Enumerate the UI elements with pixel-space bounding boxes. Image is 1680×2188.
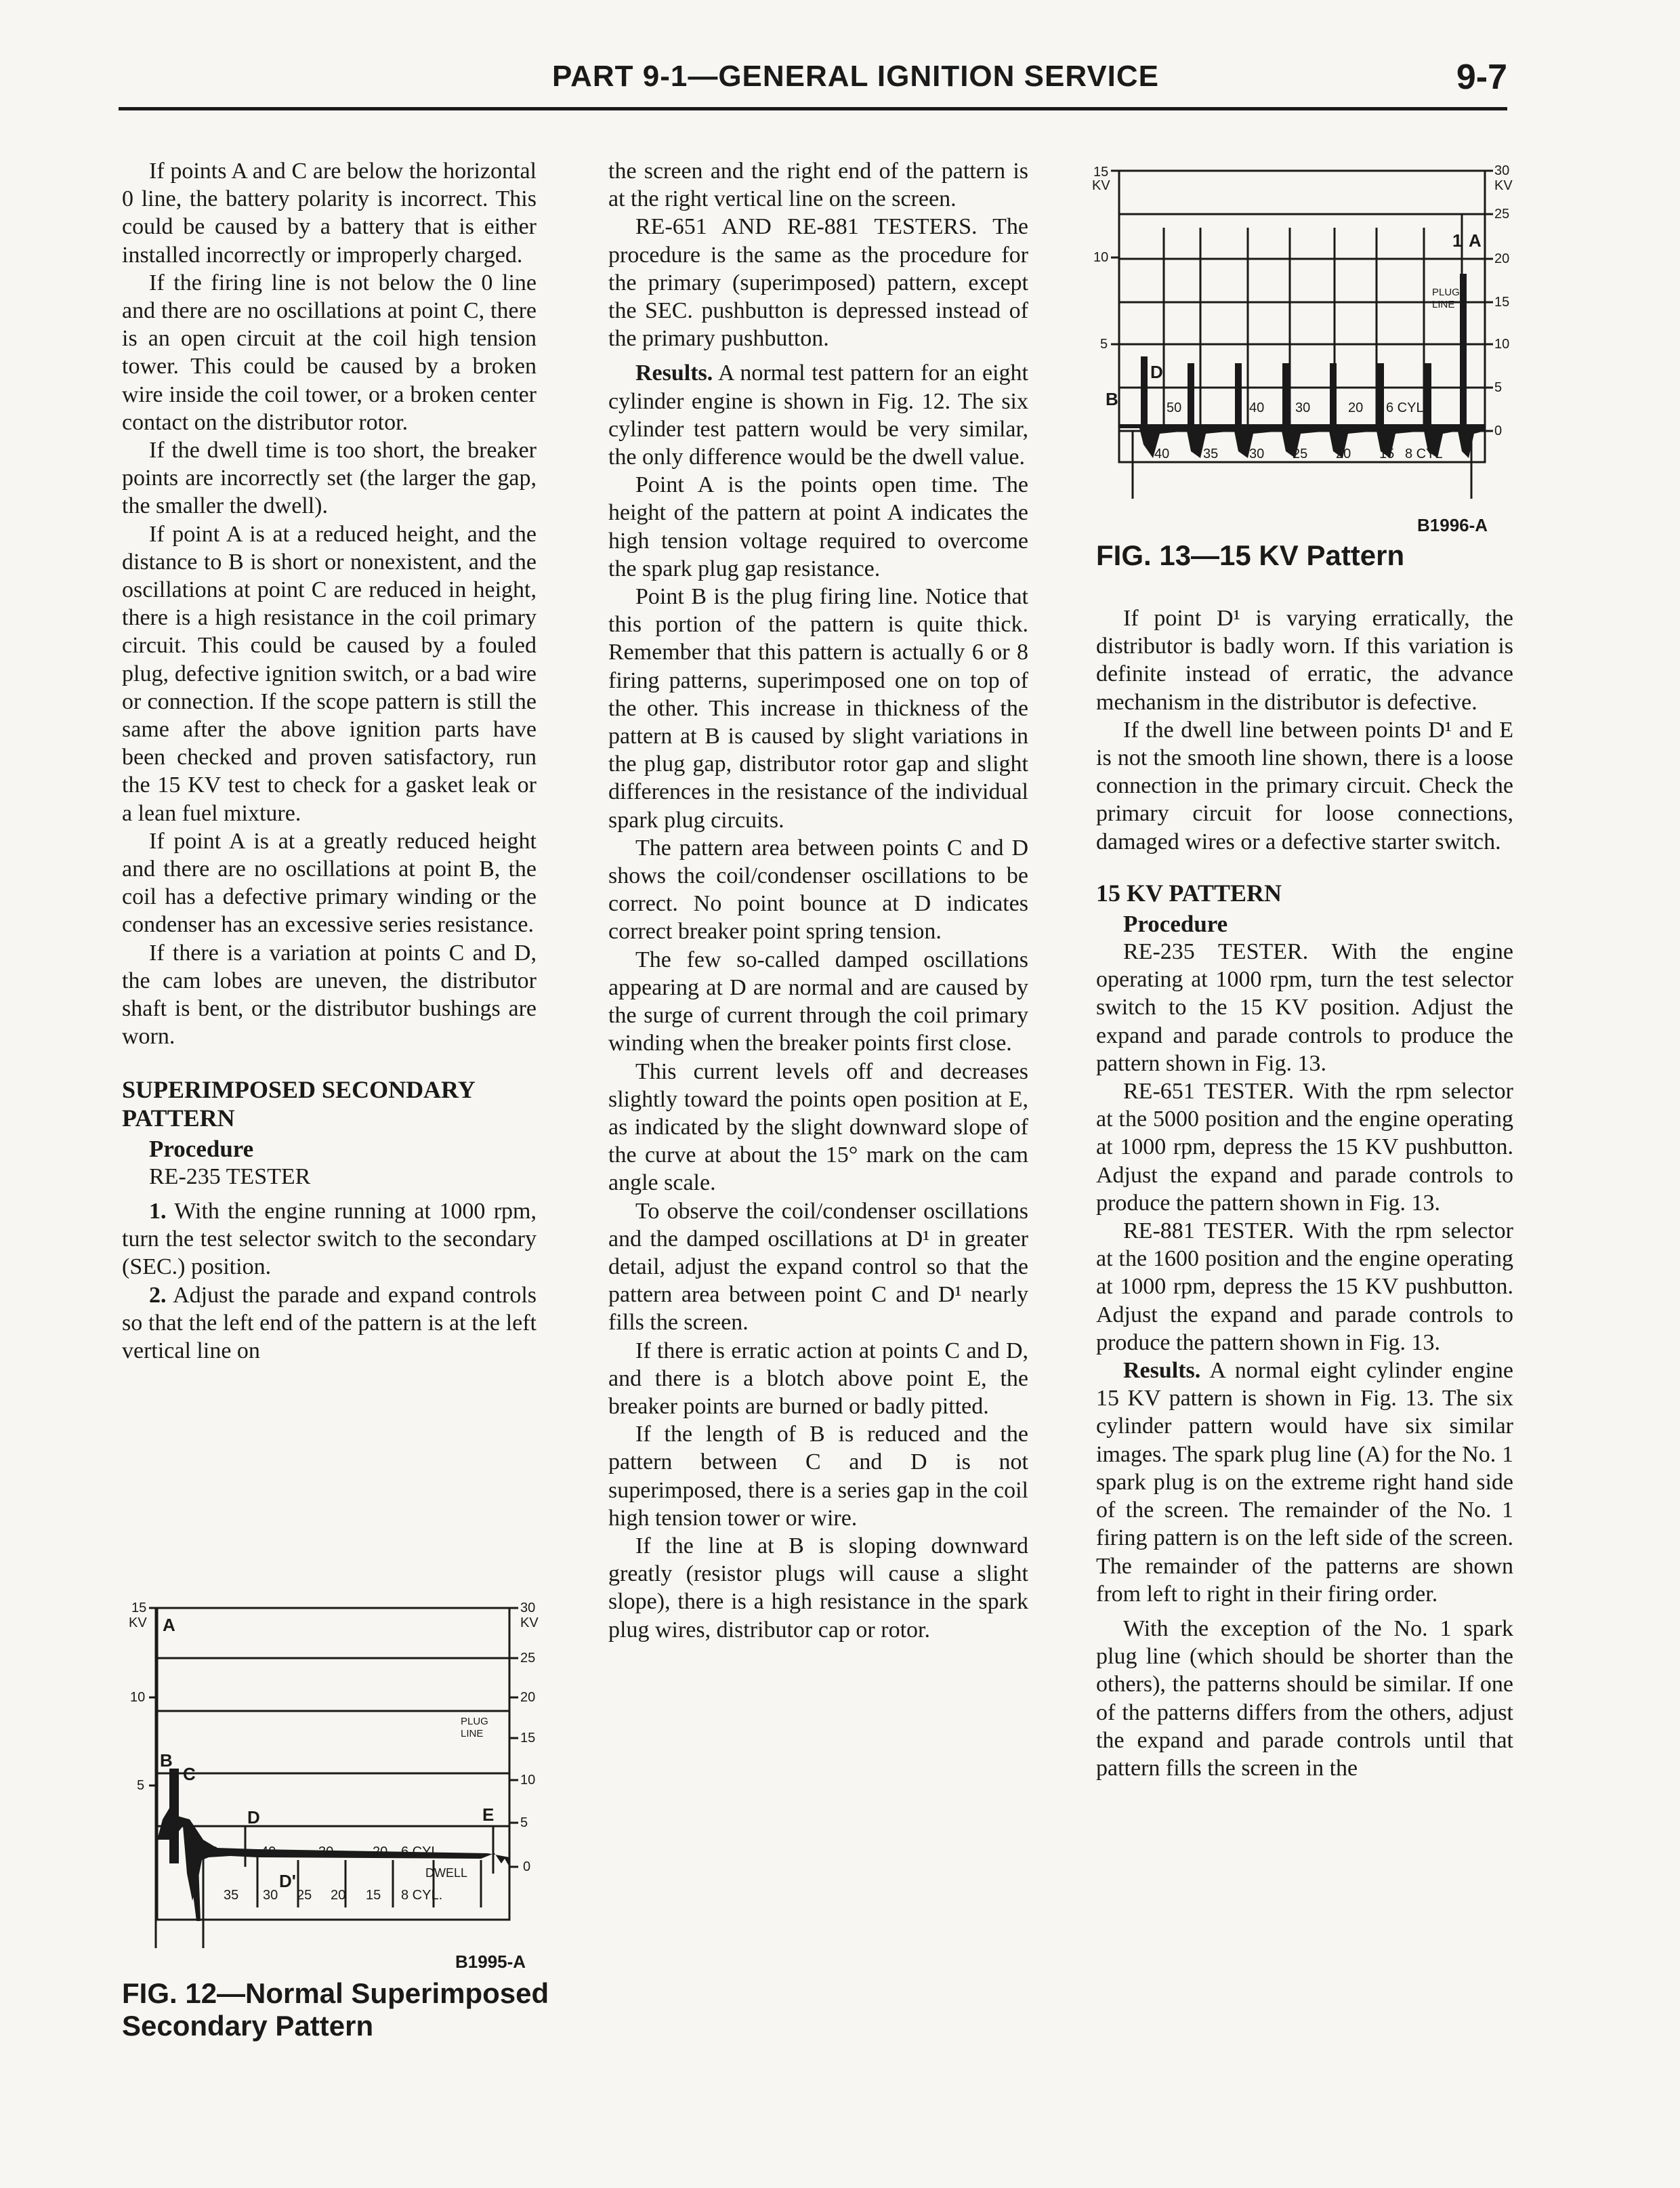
- step-number: 2.: [149, 1282, 167, 1308]
- step-text: Adjust the parade and expand controls so that the left end of the pattern is at the left vertical line on: [122, 1282, 537, 1363]
- paragraph: If there is erratic action at points C and D, and there is a blotch above point E, the breaker points are burned or badly pitted.: [608, 1338, 1028, 1419]
- scale-8cyl-tick: 30: [263, 1888, 278, 1903]
- fig12-caption: [122, 1977, 549, 2042]
- kv-tick-15: 15: [1093, 165, 1109, 180]
- kv-tick-5: 5: [520, 1815, 528, 1830]
- scale-8cyl-label: 8 CYL: [1405, 447, 1443, 461]
- page-header: [119, 53, 1507, 110]
- point-e-label: E: [482, 1804, 495, 1825]
- scale-6cyl-tick: 30: [318, 1844, 334, 1859]
- paragraph: RE-235 TESTER. With the engine operating at 1000 rpm, turn the test selector switch to the 15 KV position. Adjust the expand and parade controls to produce the pattern shown in Fig. 13.: [1096, 939, 1513, 1076]
- kv-tick-5: 5: [137, 1778, 145, 1793]
- figure-13: [1092, 160, 1526, 539]
- kv-tick-10: 10: [520, 1773, 536, 1788]
- subsection-heading: Procedure: [1123, 910, 1228, 937]
- scale-6cyl-tick: 40: [261, 1844, 276, 1859]
- paragraph-text: A normal test pattern for an eight cylinder engine is shown in Fig. 12. The six cylinder test pattern would be very similar, the only difference would be the dwell value.: [608, 360, 1028, 470]
- section-heading: SUPERIMPOSED SECONDARY PATTERN: [122, 1075, 475, 1132]
- paragraph: If the line at B is sloping downward greatly (resistor plugs will cause a slight slope), there is a high resistance in the spark plug wires, distributor cap or rotor.: [608, 1533, 1028, 1643]
- kv-tick-10: 10: [1494, 337, 1510, 352]
- paragraph: If points A and C are below the horizontal 0 line, the battery polarity is incorrect. This could be caused by a battery that is either installed incorrectly or improperly charged.: [122, 159, 537, 268]
- fig13-code: B1996-A: [1417, 515, 1488, 535]
- scale-8cyl-label: 8 CYL.: [401, 1888, 443, 1903]
- plug-line-label: PLUG: [461, 1716, 488, 1727]
- scale-8cyl-tick: 35: [1203, 447, 1219, 461]
- scale-8cyl-tick: 20: [331, 1888, 346, 1903]
- scale-8cyl-tick: 25: [297, 1888, 312, 1903]
- scale-6cyl-tick: 20: [373, 1844, 388, 1859]
- point-b-label: B: [160, 1750, 173, 1771]
- kv-tick-5: 5: [1494, 380, 1503, 395]
- paragraph: The pattern area between points C and D shows the coil/condenser oscillations to be correct. No point bounce at D indicates correct breaker point spring tension.: [608, 835, 1028, 945]
- kv-tick-0: 0: [1494, 424, 1503, 438]
- paragraph: Point A is the points open time. The height of the pattern at point A indicates the high tension voltage required to overcome the spark plug gap resistance.: [608, 472, 1028, 581]
- point-d-label: D: [1150, 362, 1163, 382]
- paragraph: To observe the coil/condenser oscillations and the damped oscillations at D¹ in greater detail, adjust the expand control so that the pattern area between point C and D¹ nearly fills the screen.: [608, 1198, 1028, 1336]
- kv-unit: KV: [1092, 178, 1110, 193]
- kv-tick-30: 30: [520, 1603, 536, 1615]
- kv-tick-25: 25: [520, 1651, 536, 1666]
- fig13-oscilloscope-pattern: [1092, 160, 1526, 512]
- running-title: PART 9-1—GENERAL IGNITION SERVICE: [552, 60, 1160, 93]
- results-lead: Results.: [635, 360, 713, 386]
- paragraph: the screen and the right end of the pattern is at the right vertical line on the screen.: [608, 159, 1028, 212]
- paragraph: If there is a variation at points C and D, the cam lobes are uneven, the distributor shaft is bent, or the distributor bushings are worn.: [122, 940, 537, 1050]
- figure-12: [122, 1603, 555, 1982]
- paragraph: RE-881 TESTER. With the rpm selector at the 1600 position and the engine operating at 1000 rpm, depress the 15 KV pushbutton. Adjust the expand and parade controls to produce the pattern shown in Fig. 13.: [1096, 1218, 1513, 1355]
- paragraph: This current levels off and decreases slightly toward the points open position at E, as indicated by the slight downward slope of the curve at about the 15° mark on the cam angle scale.: [608, 1058, 1028, 1196]
- scale-6cyl-label: 6 CYL.: [401, 1844, 443, 1859]
- kv-tick-15: 15: [1494, 295, 1510, 310]
- scale-6cyl-tick: 30: [1295, 400, 1311, 415]
- step-text: With the engine running at 1000 rpm, turn the test selector switch to the secondary (SEC.) position.: [122, 1198, 537, 1280]
- kv-tick-0: 0: [523, 1859, 531, 1874]
- paragraph: If the dwell line between points D¹ and E is not the smooth line shown, there is a loose connection in the primary circuit. Check the primary circuit for loose connections, damaged wires or a defective starter switch.: [1096, 717, 1513, 854]
- scale-8cyl-tick: 40: [1154, 447, 1170, 461]
- scale-8cyl-tick: 15: [366, 1888, 381, 1903]
- kv-unit: KV: [520, 1615, 539, 1630]
- fig12-code: B1995-A: [455, 1952, 526, 1972]
- paragraph: RE-651 AND RE-881 TESTERS. The procedure is the same as the procedure for the primary (superimposed) pattern, except the SEC. pushbutton is depressed instead of the primary pushbutton.: [608, 214, 1028, 352]
- paragraph: If the firing line is not below the 0 line and there are no oscillations at point C, there is an open circuit at the coil high tension tower. This could be caused by a broken wire inside the coil tower, or a broken center contact on the distributor rotor.: [122, 270, 537, 435]
- plug-number-label: 1: [1452, 230, 1463, 251]
- kv-tick-30: 30: [1494, 163, 1510, 178]
- scale-8cyl-tick: 20: [1336, 447, 1351, 461]
- paragraph: The few so-called damped oscillations appearing at D are normal and are caused by the surge of current through the coil primary winding when the breaker points first close.: [608, 947, 1028, 1056]
- plug-line-label: LINE: [461, 1728, 484, 1739]
- tester-label: RE-235 TESTER: [149, 1163, 311, 1189]
- kv-tick-5: 5: [1100, 337, 1108, 352]
- scale-6cyl-tick: 40: [1249, 400, 1265, 415]
- paragraph: If the length of B is reduced and the pattern between C and D is not superimposed, there is a series gap in the coil high tension tower or wire.: [608, 1422, 1028, 1531]
- column-1: [122, 157, 537, 1365]
- caption-line: Secondary Pattern: [122, 2010, 374, 2042]
- paragraph: If the dwell time is too short, the breaker points are incorrectly set (the larger the gap, the smaller the dwell).: [122, 438, 537, 519]
- paragraph: Point B is the plug firing line. Notice that this portion of the pattern is quite thick. Remember that this pattern is actually 6 or 8 firing patterns, superimposed one on top of the other. This increase in thickness of the pattern at B is caused by slight variations in the plug gap, distributor rotor gap and slight differences in the resistance of the individual spark plug circuits.: [608, 584, 1028, 833]
- kv-unit: KV: [1494, 178, 1513, 193]
- scale-6cyl-tick: 50: [1167, 400, 1182, 415]
- point-a-label: A: [1469, 230, 1482, 251]
- scale-6cyl-tick: 20: [1348, 400, 1364, 415]
- paragraph: RE-651 TESTER. With the rpm selector at the 5000 position and the engine operating at 1000 rpm, depress the 15 KV pushbutton. Adjust the expand and parade controls to produce the pattern shown in Fig. 13.: [1096, 1079, 1513, 1216]
- paragraph: [608, 359, 1028, 471]
- point-a-label: A: [163, 1615, 175, 1635]
- paragraph: If point A is at a greatly reduced height and there are no oscillations at point B, the coil has a defective primary winding or the condenser has an excessive series resistance.: [122, 828, 537, 938]
- subsection-heading: Procedure: [149, 1135, 254, 1162]
- section-heading: 15 KV PATTERN: [1096, 879, 1282, 907]
- paragraph: [1096, 1357, 1513, 1608]
- point-d1-label: D': [279, 1871, 296, 1891]
- fig12-oscilloscope-pattern: [122, 1603, 555, 1982]
- point-c-label: C: [183, 1764, 196, 1784]
- paragraph: If point D¹ is varying erratically, the distributor is badly worn. If this variation is definite instead of erratic, the advance mechanism in the distributor is defective.: [1096, 606, 1513, 715]
- paragraph: With the exception of the No. 1 spark plug line (which should be shorter than the others), the patterns should be similar. If one of the patterns differs from the others, adjust the expand and parade controls until that pattern fills the screen in the: [1096, 1615, 1513, 1781]
- kv-tick-10: 10: [130, 1690, 146, 1705]
- kv-tick-10: 10: [1093, 250, 1109, 265]
- scale-6cyl-label: 6 CYL: [1386, 400, 1424, 415]
- step-1: [122, 1197, 537, 1281]
- step-2: [122, 1281, 537, 1365]
- page-number: 9-7: [1456, 58, 1507, 97]
- paragraph-text: A normal eight cylinder engine 15 KV pattern is shown in Fig. 13. The six cylinder pattern would have six similar images. The spark plug line (A) for the No. 1 spark plug is on the extreme right hand side of the screen. The remainder of the No. 1 firing pattern is on the left side of the screen. The remainder of the patterns are shown from left to right in their firing order.: [1096, 1358, 1513, 1607]
- scale-6cyl-tick: 50: [203, 1844, 219, 1859]
- paragraph: If point A is at a reduced height, and the distance to B is short or nonexistent, and the oscillations at point C are reduced in height, there is a high resistance in the coil primary circuit. This could be caused by a fouled plug, defective ignition switch, or a bad wire or connection. If the scope pattern is still the same after the above ignition parts have been checked and proven satisfactory, run the 15 KV test to check for a gasket leak or a lean fuel mixture.: [122, 521, 537, 826]
- kv-unit: KV: [129, 1615, 147, 1630]
- plug-line-label: LINE: [1432, 299, 1455, 310]
- step-number: 1.: [149, 1198, 167, 1224]
- scale-8cyl-tick: 35: [224, 1888, 239, 1903]
- point-b-label: B: [1106, 389, 1118, 409]
- caption-line: FIG. 12—Normal Superimposed: [122, 1977, 549, 2009]
- kv-tick-20: 20: [520, 1690, 536, 1705]
- kv-tick-15: 15: [131, 1603, 147, 1615]
- column-3: [1096, 604, 1513, 1782]
- kv-tick-20: 20: [1494, 251, 1510, 266]
- dwell-label: DWELL: [425, 1866, 468, 1880]
- scale-8cyl-tick: 30: [1249, 447, 1265, 461]
- scale-8cyl-tick: 25: [1293, 447, 1308, 461]
- fig13-caption: FIG. 13—15 KV Pattern: [1096, 539, 1405, 571]
- point-d-label: D: [247, 1807, 260, 1828]
- results-lead: Results.: [1123, 1358, 1201, 1384]
- column-2: [608, 157, 1028, 1644]
- scale-8cyl-tick: 15: [1379, 447, 1395, 461]
- kv-tick-15: 15: [520, 1731, 536, 1746]
- kv-tick-25: 25: [1494, 207, 1510, 222]
- plug-line-label: PLUG: [1432, 287, 1460, 298]
